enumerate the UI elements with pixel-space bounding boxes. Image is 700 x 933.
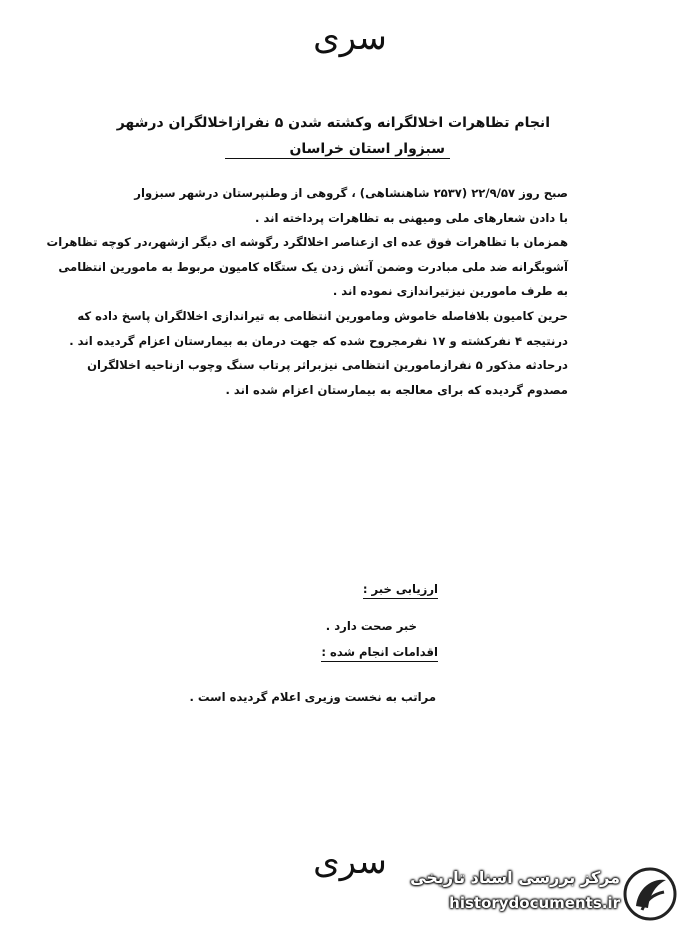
watermark-name: مرکز بررسی اسناد تاریخی <box>410 868 620 887</box>
body-line: صبح روز ۲۲/۹/۵۷ (۲۵۳۷ شاهنشاهی) ، گروهی از وطنپرستان درشهر سبزوار <box>134 186 568 200</box>
document-body <box>46 186 568 409</box>
actions-label <box>321 645 438 659</box>
body-line: درحادثه مذکور ۵ نفرازمامورین انتظامی نیزبراثر پرتاب سنگ وچوب ازناحیه اخلالگران <box>87 358 568 373</box>
document-title-line-1: انجام تظاهرات اخلالگرانه وکشته شدن ۵ نفرازاخلالگران درشهر <box>116 115 550 131</box>
actions-value: مراتب به نخست وزیری اعلام گردیده است . <box>189 690 436 704</box>
body-line: آشوبگرانه ضد ملی مبادرت وضمن آتش زدن یک ستگاه کامیون مربوط به مامورین انتظامی <box>58 259 568 274</box>
body-line: همزمان با تظاهرات فوق عده ای ازعناصر اخلالگرد رگوشه ای دیگر ازشهر،در کوچه تظاهرات <box>46 235 568 250</box>
body-line: حرین کامیون بلافاصله خاموش ومامورین انتظامی به تیراندازی اخلالگران پاسخ داده که <box>77 308 568 323</box>
body-line: مصدوم گردیده که برای معالجه به بیمارستان اعزام شده اند . <box>225 382 568 397</box>
assessment-value: خبر صحت دارد . <box>325 619 417 633</box>
actions-label-text: اقدامات انجام شده : <box>321 645 438 662</box>
assessment-label <box>363 582 438 596</box>
document-title-line-2: سبزوار استان خراسان <box>289 141 445 157</box>
title-underline <box>225 158 450 159</box>
body-line: با دادن شعارهای ملی ومیهنی به تظاهرات پرداخته اند . <box>255 210 568 225</box>
watermark <box>400 862 690 927</box>
classification-stamp-bottom: سری <box>313 842 387 882</box>
assessment-label-text: ارزیابی خبر : <box>363 582 438 599</box>
archive-logo-icon <box>622 866 678 922</box>
classification-stamp-top: سری <box>313 18 387 58</box>
body-line: به طرف مامورین نیزتیراندازی نموده اند . <box>332 284 568 299</box>
body-line: درنتیجه ۴ نفرکشته و ۱۷ نفرمجروح شده که جهت درمان به بیمارستان اعزام گردیده اند . <box>69 333 568 348</box>
watermark-url: historydocuments.ir <box>449 894 620 912</box>
